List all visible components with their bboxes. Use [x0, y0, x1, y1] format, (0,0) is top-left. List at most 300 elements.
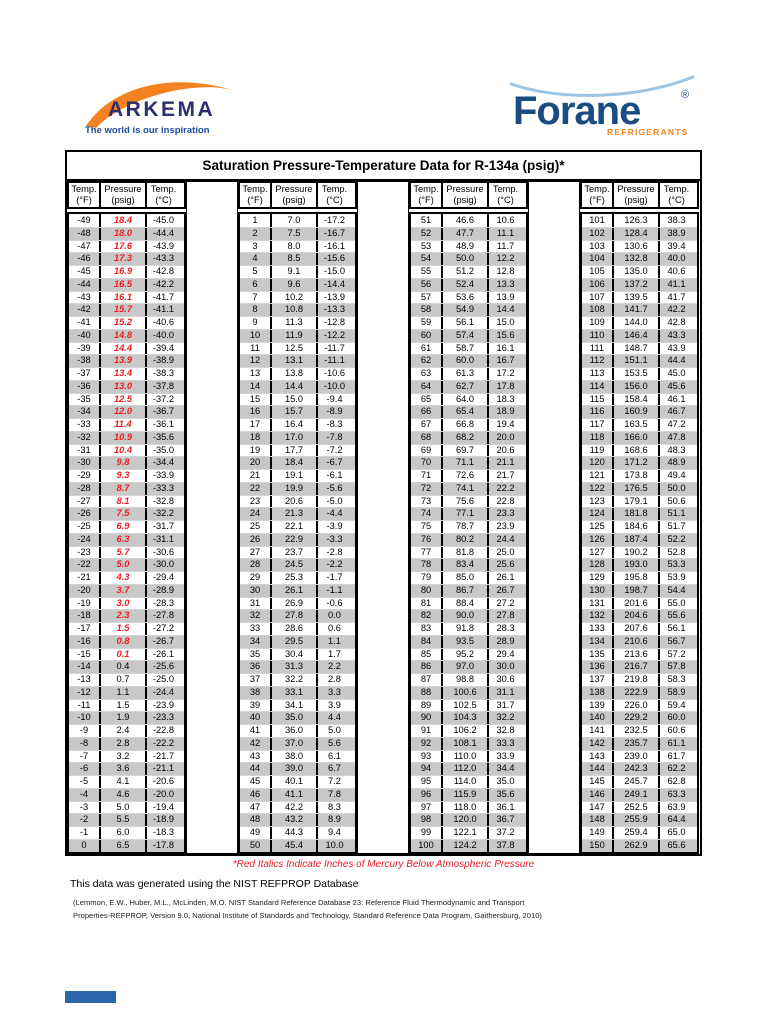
- table-row: [582, 648, 697, 661]
- footer-citation-line-1: (Lemmon, E.W., Huber, M.L., McLinden, M.O. NIST Standard Reference Database 23: Reference Fluid Thermodynamic and Transport: [73, 898, 525, 907]
- temp-c-cell: 6.1: [328, 750, 341, 761]
- temp-f-cell: 54: [420, 253, 432, 264]
- temp-c-cell: 57.2: [667, 648, 686, 659]
- table-row: [582, 227, 697, 240]
- arkema-logo: [82, 76, 252, 138]
- group-body: [580, 212, 699, 854]
- table-row: [582, 367, 697, 380]
- temp-c-cell: 24.4: [496, 533, 515, 544]
- pressure-cell: 112.0: [441, 763, 489, 775]
- table-row: [69, 686, 184, 699]
- pressure-cell: 173.8: [612, 470, 660, 482]
- table-row: [411, 711, 526, 724]
- pressure-cell: 2.4: [99, 725, 147, 737]
- table-row: [582, 342, 697, 355]
- table-row: [240, 431, 355, 444]
- temp-c-cell: -42.8: [152, 266, 175, 277]
- temp-f-cell: 68: [420, 431, 432, 442]
- temp-c-cell: 50.0: [667, 482, 686, 493]
- pressure-cell: 69.7: [441, 445, 489, 457]
- table-row: [69, 329, 184, 342]
- temp-c-cell: 18.3: [496, 393, 515, 404]
- pressure-cell: 35.0: [270, 712, 318, 724]
- table-row: [411, 240, 526, 253]
- temp-f-cell: 12: [249, 355, 261, 366]
- temp-f-cell: 108: [589, 304, 605, 315]
- temp-f-cell: 126: [589, 533, 605, 544]
- temp-c-cell: -16.7: [323, 227, 346, 238]
- temp-c-cell: -16.1: [323, 240, 346, 251]
- temp-c-cell: -15.0: [323, 266, 346, 277]
- pressure-cell: 29.5: [270, 636, 318, 648]
- temp-f-cell: -37: [77, 368, 91, 379]
- table-row: [582, 826, 697, 839]
- temp-c-cell: -34.4: [152, 457, 175, 468]
- temp-f-cell: 64: [420, 380, 432, 391]
- pressure-cell: 12.5: [99, 394, 147, 406]
- table-row: [411, 495, 526, 508]
- temp-c-cell: 39.4: [667, 240, 686, 251]
- temp-f-cell: 99: [420, 827, 432, 838]
- table-row: [582, 495, 697, 508]
- table-row: [69, 214, 184, 227]
- pressure-cell: 255.9: [612, 814, 660, 826]
- temp-c-cell: 0.6: [328, 623, 341, 634]
- pressure-cell: 72.6: [441, 470, 489, 482]
- temp-c-cell: 29.4: [496, 648, 515, 659]
- table-row: [411, 354, 526, 367]
- temp-f-cell: 44: [249, 763, 261, 774]
- temp-c-cell: 56.1: [667, 623, 686, 634]
- forane-wordmark: Forane: [513, 89, 641, 133]
- temp-c-cell: 42.8: [667, 317, 686, 328]
- temp-c-cell: 37.2: [496, 827, 515, 838]
- table-row: [69, 227, 184, 240]
- temp-f-cell: 2: [252, 227, 258, 238]
- temp-f-cell: 8: [252, 304, 258, 315]
- pressure-cell: 249.1: [612, 789, 660, 801]
- table-row: [69, 609, 184, 622]
- temp-c-cell: -11.7: [324, 342, 345, 353]
- temp-c-cell: 16.1: [496, 342, 515, 353]
- temp-c-cell: 17.2: [496, 368, 515, 379]
- pressure-cell: 88.4: [441, 598, 489, 610]
- temp-c-cell: 32.2: [496, 712, 515, 723]
- pressure-cell: 9.6: [270, 279, 318, 291]
- pressure-cell: 259.4: [612, 827, 660, 839]
- temp-c-cell: 56.7: [667, 635, 686, 646]
- group-header: [580, 181, 699, 209]
- pressure-cell: 9.3: [99, 470, 147, 482]
- pressure-cell: 3.2: [99, 751, 147, 763]
- temp-c-cell: -27.2: [152, 623, 175, 634]
- group-header: [67, 181, 186, 209]
- pressure-cell: 122.1: [441, 827, 489, 839]
- pressure-cell: 74.1: [441, 483, 489, 495]
- temp-c-cell: -32.2: [152, 508, 175, 519]
- temp-c-cell: 6.7: [328, 763, 341, 774]
- table-row: [240, 699, 355, 712]
- temp-f-cell: 67: [420, 419, 432, 430]
- pressure-cell: 10.8: [270, 304, 318, 316]
- temp-c-cell: -20.6: [152, 776, 175, 787]
- table-row: [240, 342, 355, 355]
- temp-f-cell: 140: [589, 712, 605, 723]
- temp-c-cell: -33.9: [152, 470, 175, 481]
- temp-f-cell: -3: [79, 801, 89, 812]
- pressure-cell: 16.4: [270, 419, 318, 431]
- pressure-cell: 146.4: [612, 330, 660, 342]
- temp-f-cell: 37: [249, 674, 261, 685]
- table-row: [582, 252, 697, 265]
- pressure-cell: 198.7: [612, 585, 660, 597]
- pressure-cell: 40.1: [270, 776, 318, 788]
- temp-c-cell: 12.2: [496, 253, 515, 264]
- temp-f-cell: 122: [589, 482, 605, 493]
- temp-c-cell: 5.6: [328, 737, 341, 748]
- temp-f-cell: 56: [420, 278, 432, 289]
- table-row: [411, 737, 526, 750]
- temp-f-cell: 28: [249, 559, 261, 570]
- temp-c-cell: 12.8: [496, 266, 515, 277]
- temp-c-cell: 14.4: [496, 304, 515, 315]
- temp-f-cell: 96: [420, 788, 432, 799]
- table-row: [240, 648, 355, 661]
- table-row: [240, 635, 355, 648]
- temp-c-cell: 35.6: [496, 788, 515, 799]
- temp-c-cell: 8.9: [328, 814, 341, 825]
- temp-f-cell: 150: [589, 839, 605, 850]
- pressure-cell: 22.1: [270, 521, 318, 533]
- table-row: [411, 342, 526, 355]
- pressure-cell: 130.6: [612, 241, 660, 253]
- footer-source-line: This data was generated using the NIST REFPROP Database: [70, 878, 359, 890]
- pressure-cell: 36.0: [270, 725, 318, 737]
- pressure-cell: 83.4: [441, 559, 489, 571]
- temp-c-cell: 28.3: [496, 623, 515, 634]
- temp-c-cell: -29.4: [152, 572, 175, 583]
- temp-c-cell: 0.0: [328, 610, 341, 621]
- pressure-cell: 15.7: [270, 406, 318, 418]
- pressure-cell: 33.1: [270, 687, 318, 699]
- temp-f-cell: 95: [420, 776, 432, 787]
- pressure-cell: 245.7: [612, 776, 660, 788]
- table-row: [69, 750, 184, 763]
- pressure-cell: 18.4: [270, 457, 318, 469]
- table-row: [69, 495, 184, 508]
- pressure-cell: 5.7: [99, 547, 147, 559]
- pressure-cell: 34.1: [270, 700, 318, 712]
- table-row: [411, 699, 526, 712]
- table-row: [411, 826, 526, 839]
- forane-logo: [505, 72, 700, 138]
- pressure-cell: 12.0: [99, 406, 147, 418]
- table-row: [69, 635, 184, 648]
- table-row: [69, 813, 184, 826]
- temp-c-cell: 22.8: [496, 495, 515, 506]
- table-row: [582, 762, 697, 775]
- temp-f-cell: -23: [77, 546, 91, 557]
- temp-f-cell: 118: [589, 431, 605, 442]
- temp-f-cell: 93: [420, 750, 432, 761]
- temp-f-cell: 123: [589, 495, 605, 506]
- temp-f-cell: 82: [420, 610, 432, 621]
- temp-c-cell: 26.7: [496, 584, 515, 595]
- table-row: [411, 813, 526, 826]
- temp-f-cell: 27: [249, 546, 261, 557]
- temp-c-cell: -12.2: [323, 329, 346, 340]
- table-row: [411, 482, 526, 495]
- table-row: [582, 724, 697, 737]
- temp-c-cell: 19.4: [496, 419, 515, 430]
- temp-c-cell: 18.9: [496, 406, 515, 417]
- table-row: [411, 622, 526, 635]
- pressure-cell: 166.0: [612, 432, 660, 444]
- pressure-cell: 42.2: [270, 802, 318, 814]
- temp-f-cell: 69: [420, 444, 432, 455]
- table-row: [240, 813, 355, 826]
- temp-c-cell: -26.7: [152, 635, 175, 646]
- pressure-cell: 242.3: [612, 763, 660, 775]
- pressure-cell: 97.0: [441, 661, 489, 673]
- temp-c-cell: 13.9: [496, 291, 515, 302]
- temp-f-header: Temp. (°F): [71, 184, 97, 205]
- temp-c-cell: 7.2: [328, 776, 341, 787]
- table-row: [411, 291, 526, 304]
- temp-c-cell: 3.9: [328, 699, 341, 710]
- temp-c-header: Temp. (°C): [150, 184, 177, 205]
- table-row: [69, 367, 184, 380]
- temp-c-cell: -2.2: [326, 559, 343, 570]
- pressure-cell: 118.0: [441, 802, 489, 814]
- temp-f-cell: -11: [77, 699, 91, 710]
- temp-c-cell: -44.4: [152, 227, 175, 238]
- temp-f-cell: 83: [420, 623, 432, 634]
- temp-f-cell: -49: [77, 214, 91, 225]
- table-row: [411, 278, 526, 291]
- temp-f-cell: 45: [249, 776, 261, 787]
- table-row: [240, 609, 355, 622]
- temp-f-cell: -8: [79, 737, 89, 748]
- table-row: [582, 597, 697, 610]
- temp-c-cell: 44.4: [667, 355, 686, 366]
- pressure-cell: 163.5: [612, 419, 660, 431]
- table-row: [240, 469, 355, 482]
- group-spacer: [186, 181, 238, 854]
- table-row: [411, 444, 526, 457]
- temp-c-cell: -33.3: [152, 482, 175, 493]
- temp-c-cell: 27.2: [496, 597, 515, 608]
- pressure-cell: 46.6: [441, 214, 489, 227]
- table-row: [582, 699, 697, 712]
- pressure-cell: 0.8: [99, 636, 147, 648]
- temp-f-cell: 7: [252, 291, 258, 302]
- pressure-cell: 126.3: [612, 214, 660, 227]
- pressure-cell: 51.2: [441, 266, 489, 278]
- temp-c-cell: 61.1: [667, 737, 686, 748]
- temp-c-cell: 46.1: [667, 393, 686, 404]
- temp-f-cell: 40: [249, 712, 261, 723]
- temp-f-cell: -30: [77, 457, 91, 468]
- temp-c-cell: 40.0: [667, 253, 686, 264]
- temp-f-cell: -29: [77, 470, 91, 481]
- table-row: [411, 367, 526, 380]
- table-row: [69, 737, 184, 750]
- table-row: [411, 507, 526, 520]
- pressure-cell: 98.8: [441, 674, 489, 686]
- temp-f-cell: -25: [77, 521, 91, 532]
- temp-c-cell: 38.9: [667, 227, 686, 238]
- temp-f-cell: 88: [420, 686, 432, 697]
- temp-f-cell: -47: [77, 240, 91, 251]
- temp-c-cell: -5.0: [326, 495, 343, 506]
- pressure-cell: 6.0: [99, 827, 147, 839]
- temp-c-cell: 33.9: [496, 750, 515, 761]
- pressure-cell: 7.0: [270, 214, 318, 227]
- temp-f-cell: 33: [249, 623, 261, 634]
- table-row: [240, 660, 355, 673]
- temp-c-cell: -3.3: [326, 533, 343, 544]
- group-header: [409, 181, 528, 209]
- temp-f-cell: 86: [420, 661, 432, 672]
- temp-f-cell: 22: [249, 482, 261, 493]
- temp-f-cell: 79: [420, 572, 432, 583]
- table-row: [240, 329, 355, 342]
- table-row: [582, 469, 697, 482]
- pressure-cell: 15.7: [99, 304, 147, 316]
- table-row: [69, 456, 184, 469]
- pressure-cell: 151.1: [612, 355, 660, 367]
- temp-c-cell: 25.0: [496, 546, 515, 557]
- temp-f-cell: -2: [79, 814, 89, 825]
- pressure-cell: 30.4: [270, 649, 318, 661]
- temp-f-cell: 23: [249, 495, 261, 506]
- temp-c-cell: -37.2: [152, 393, 175, 404]
- table-row: [411, 571, 526, 584]
- pressure-cell: 8.0: [270, 241, 318, 253]
- pressure-cell: 48.9: [441, 241, 489, 253]
- temp-c-cell: 41.1: [667, 278, 686, 289]
- temp-c-cell: 27.8: [496, 610, 515, 621]
- pressure-cell: 11.9: [270, 330, 318, 342]
- pressure-cell: 17.6: [99, 241, 147, 253]
- temp-f-cell: -16: [77, 635, 91, 646]
- table-row: [582, 482, 697, 495]
- temp-f-cell: -17: [77, 623, 91, 634]
- pressure-cell: 26.9: [270, 598, 318, 610]
- table-row: [582, 278, 697, 291]
- pressure-cell: 128.4: [612, 228, 660, 240]
- temp-c-cell: 31.1: [496, 686, 515, 697]
- pressure-cell: 13.8: [270, 368, 318, 380]
- pressure-cell: 17.0: [270, 432, 318, 444]
- temp-f-cell: -31: [77, 444, 91, 455]
- temp-c-cell: 62.2: [667, 763, 686, 774]
- table-row: [582, 456, 697, 469]
- table-row: [240, 597, 355, 610]
- temp-f-cell: 0: [81, 839, 87, 850]
- temp-f-cell: 63: [420, 368, 432, 379]
- temp-f-cell: 6: [252, 278, 258, 289]
- pressure-cell: 141.7: [612, 304, 660, 316]
- pressure-cell: 58.7: [441, 343, 489, 355]
- group-spacer: [528, 181, 580, 854]
- pressure-cell: 12.5: [270, 343, 318, 355]
- temp-f-cell: -36: [77, 380, 91, 391]
- temp-c-cell: 52.8: [667, 546, 686, 557]
- table-row: [582, 303, 697, 316]
- table-row: [69, 788, 184, 801]
- table-row: [240, 546, 355, 559]
- table-row: [240, 673, 355, 686]
- temp-c-cell: 36.1: [496, 801, 515, 812]
- temp-c-cell: 35.0: [496, 776, 515, 787]
- pressure-header: Pressure (psig): [612, 183, 660, 207]
- temp-c-header: Temp. (°C): [492, 184, 519, 205]
- table-row: [240, 252, 355, 265]
- temp-c-cell: 60.0: [667, 712, 686, 723]
- temp-f-cell: 26: [249, 533, 261, 544]
- pressure-cell: 193.0: [612, 559, 660, 571]
- temp-f-cell: -45: [77, 266, 91, 277]
- temp-c-cell: 51.7: [667, 521, 686, 532]
- table-row: [411, 520, 526, 533]
- table-row: [411, 227, 526, 240]
- pressure-cell: 9.1: [270, 266, 318, 278]
- temp-f-cell: 134: [589, 635, 605, 646]
- temp-f-cell: -28: [77, 482, 91, 493]
- temp-f-cell: 106: [589, 278, 605, 289]
- pressure-cell: 190.2: [612, 547, 660, 559]
- table-row: [240, 839, 355, 852]
- temp-f-cell: 80: [420, 584, 432, 595]
- table-row: [582, 571, 697, 584]
- table-row: [582, 354, 697, 367]
- temp-f-cell: -41: [77, 317, 91, 328]
- temp-c-cell: 62.8: [667, 776, 686, 787]
- temp-f-cell: 85: [420, 648, 432, 659]
- temp-f-cell: 18: [249, 431, 261, 442]
- table-row: [582, 622, 697, 635]
- temp-c-cell: 11.1: [496, 227, 515, 238]
- temp-c-cell: 48.9: [667, 457, 686, 468]
- table-row: [582, 329, 697, 342]
- temp-f-cell: 114: [589, 380, 605, 391]
- pressure-cell: 158.4: [612, 394, 660, 406]
- table-row: [411, 265, 526, 278]
- pressure-cell: 204.6: [612, 610, 660, 622]
- pressure-cell: 26.1: [270, 585, 318, 597]
- temp-c-cell: 50.6: [667, 495, 686, 506]
- pressure-cell: 16.5: [99, 279, 147, 291]
- temp-c-cell: -19.4: [152, 801, 175, 812]
- temp-c-cell: -6.1: [326, 470, 343, 481]
- pressure-cell: 7.5: [270, 228, 318, 240]
- temp-c-cell: -1.7: [326, 572, 343, 583]
- pressure-cell: 219.8: [612, 674, 660, 686]
- table-row: [240, 393, 355, 406]
- table-row: [411, 431, 526, 444]
- pressure-cell: 179.1: [612, 496, 660, 508]
- table-row: [240, 584, 355, 597]
- temp-f-cell: 116: [589, 406, 605, 417]
- temp-f-cell: -7: [79, 750, 89, 761]
- temp-c-cell: 16.7: [496, 355, 515, 366]
- temp-f-cell: 70: [420, 457, 432, 468]
- table-row: [240, 214, 355, 227]
- table-row: [582, 801, 697, 814]
- table-row: [69, 393, 184, 406]
